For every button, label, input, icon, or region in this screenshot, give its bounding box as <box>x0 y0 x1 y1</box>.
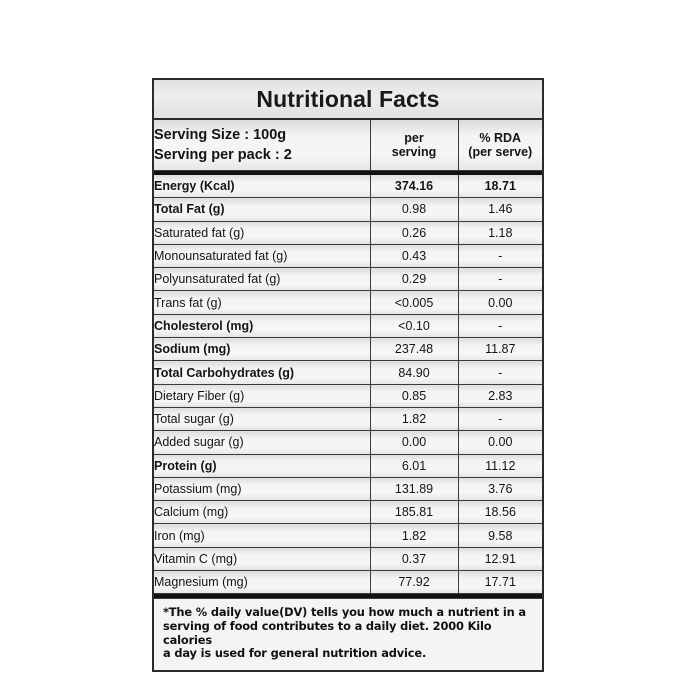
table-row <box>154 477 542 500</box>
column-header-per-serving <box>370 120 458 171</box>
nutrient-rda-value: 9.58 <box>458 524 542 547</box>
table-row <box>154 198 542 221</box>
nutrient-rda-value: 3.76 <box>458 477 542 500</box>
nutrient-name: Calcium (mg) <box>154 501 370 524</box>
nutrient-per-serving-value: <0.005 <box>370 291 458 314</box>
nutrient-name: Sodium (mg) <box>154 338 370 361</box>
page-title: Nutritional Facts <box>256 85 440 112</box>
table-row <box>154 175 542 198</box>
table-row <box>154 431 542 454</box>
nutrient-name: Monounsaturated fat (g) <box>154 244 370 267</box>
nutrient-rda-value: 1.46 <box>458 198 542 221</box>
table-row <box>154 244 542 267</box>
nutrient-per-serving-value: 0.00 <box>370 431 458 454</box>
table-row <box>154 384 542 407</box>
nutrient-per-serving-value: 0.29 <box>370 268 458 291</box>
nutrient-rda-value: 0.00 <box>458 291 542 314</box>
serving-header-table <box>154 120 542 171</box>
daily-value-footnote <box>154 598 542 669</box>
serving-info-cell <box>154 120 370 171</box>
nutrient-rda-value: 11.12 <box>458 454 542 477</box>
table-row <box>154 291 542 314</box>
nutrient-per-serving-value: 84.90 <box>370 361 458 384</box>
rda-line1: % RDA <box>479 131 522 145</box>
nutrient-name: Vitamin C (mg) <box>154 547 370 570</box>
serving-size-text: Serving Size : 100g <box>154 127 287 143</box>
nutrition-facts-panel <box>152 78 544 672</box>
nutrient-rda-value: 18.71 <box>458 175 542 198</box>
nutrient-name: Total Fat (g) <box>154 198 370 221</box>
table-row <box>154 454 542 477</box>
nutrient-rda-value: 18.56 <box>458 501 542 524</box>
footnote-line-1: *The % daily value(DV) tells you how much a nutrient in a <box>163 605 526 620</box>
table-row <box>154 571 542 594</box>
nutrient-rda-value: - <box>458 407 542 430</box>
nutrient-name: Cholesterol (mg) <box>154 314 370 337</box>
nutrient-per-serving-value: 185.81 <box>370 501 458 524</box>
nutrient-name: Total sugar (g) <box>154 407 370 430</box>
table-row <box>154 221 542 244</box>
nutrient-name: Dietary Fiber (g) <box>154 384 370 407</box>
table-row <box>154 338 542 361</box>
nutrient-rda-value: - <box>458 314 542 337</box>
nutrient-per-serving-value: 237.48 <box>370 338 458 361</box>
nutrient-per-serving-value: 1.82 <box>370 524 458 547</box>
nutrient-name: Polyunsaturated fat (g) <box>154 268 370 291</box>
table-row <box>154 314 542 337</box>
nutrient-rda-value: 12.91 <box>458 547 542 570</box>
nutrient-rda-value: - <box>458 268 542 291</box>
nutrient-name: Added sugar (g) <box>154 431 370 454</box>
nutrient-name: Saturated fat (g) <box>154 221 370 244</box>
nutrient-per-serving-value: 0.43 <box>370 244 458 267</box>
table-row <box>154 524 542 547</box>
nutrient-table <box>154 175 542 594</box>
footnote-line-2: serving of food contributes to a daily diet. 2000 Kilo calories <box>163 618 492 647</box>
footnote-line-3: a day is used for general nutrition advice. <box>163 646 427 661</box>
nutrient-rda-value: 1.18 <box>458 221 542 244</box>
nutrient-rda-value: 17.71 <box>458 571 542 594</box>
nutrient-rda-value: - <box>458 244 542 267</box>
nutrient-per-serving-value: 0.26 <box>370 221 458 244</box>
table-row <box>154 501 542 524</box>
nutrient-per-serving-value: 0.37 <box>370 547 458 570</box>
table-row <box>154 407 542 430</box>
label-title-band <box>154 80 542 120</box>
nutrient-rda-value: 11.87 <box>458 338 542 361</box>
rda-line2: (per serve) <box>468 145 533 159</box>
table-row <box>154 361 542 384</box>
column-header-rda <box>458 120 542 171</box>
nutrient-name: Trans fat (g) <box>154 291 370 314</box>
serving-per-pack-text: Serving per pack : 2 <box>154 147 292 163</box>
nutrient-per-serving-value: 1.82 <box>370 407 458 430</box>
nutrient-per-serving-value: 6.01 <box>370 454 458 477</box>
nutrient-name: Magnesium (mg) <box>154 571 370 594</box>
nutrient-per-serving-value: 0.98 <box>370 198 458 221</box>
nutrient-name: Iron (mg) <box>154 524 370 547</box>
nutrient-name: Potassium (mg) <box>154 477 370 500</box>
nutrient-rda-value: 2.83 <box>458 384 542 407</box>
nutrient-per-serving-value: 374.16 <box>370 175 458 198</box>
per-serving-line2: serving <box>391 145 437 159</box>
nutrient-name: Total Carbohydrates (g) <box>154 361 370 384</box>
nutrient-name: Energy (Kcal) <box>154 175 370 198</box>
nutrient-rda-value: - <box>458 361 542 384</box>
per-serving-line1: per <box>404 131 424 145</box>
nutrient-per-serving-value: <0.10 <box>370 314 458 337</box>
nutrient-name: Protein (g) <box>154 454 370 477</box>
table-row <box>154 547 542 570</box>
nutrient-per-serving-value: 77.92 <box>370 571 458 594</box>
nutrient-rda-value: 0.00 <box>458 431 542 454</box>
table-row <box>154 268 542 291</box>
serving-header-row <box>154 120 542 171</box>
nutrient-per-serving-value: 0.85 <box>370 384 458 407</box>
nutrient-per-serving-value: 131.89 <box>370 477 458 500</box>
